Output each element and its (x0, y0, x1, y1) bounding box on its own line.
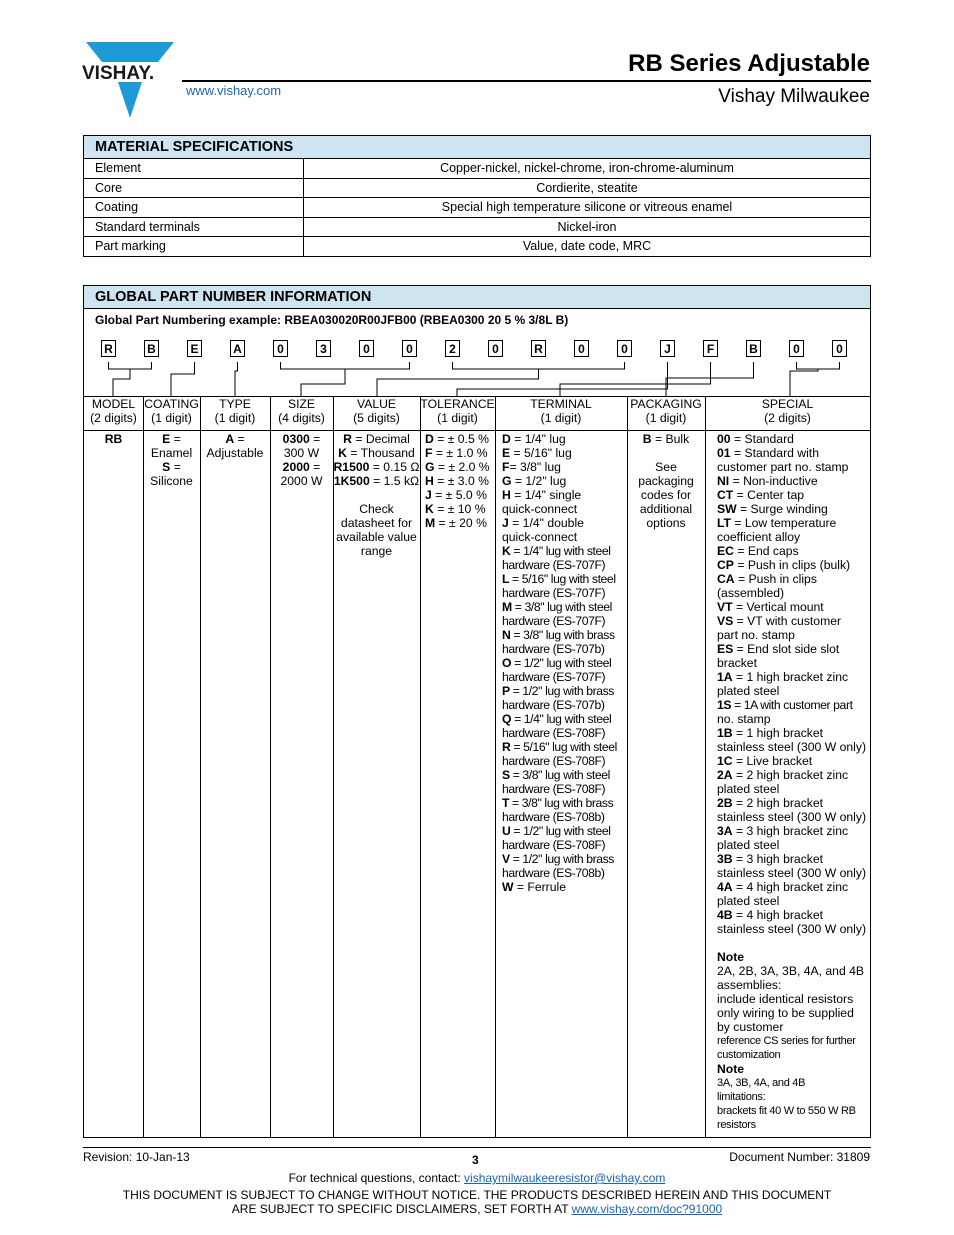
option-line: assemblies: (717, 978, 782, 992)
option-line: 01 = Standard with (717, 446, 819, 460)
option-line: N = 3/8" lug with brass (502, 628, 615, 642)
part-number-example: Global Part Numbering example: RBEA030020R00JFB00 (RBEA0300 20 5 % 3/8L B) (95, 313, 569, 327)
column-value-options (333, 432, 420, 558)
option-line: Q = 1/4" lug with steel (502, 712, 612, 726)
column-header: PACKAGING (1 digit) (630, 397, 702, 425)
column-header: TERMINAL (1 digit) (530, 397, 592, 425)
column-divider (495, 396, 496, 1138)
part-number-box: R (531, 340, 546, 357)
option-line: stainless steel (300 W only) (717, 810, 867, 824)
revision-date: Revision: 10-Jan-13 (83, 1150, 190, 1164)
disclaimer-link[interactable]: www.vishay.com/doc?91000 (571, 1202, 723, 1216)
option-line: G = ± 2.0 % (425, 460, 490, 474)
option-line: A = (225, 432, 245, 446)
option-line: hardware (ES-708F) (502, 726, 606, 740)
option-line: 2A = 2 high bracket zinc (717, 768, 849, 782)
option-line: Note (717, 950, 745, 964)
option-line: 0300 = (282, 432, 321, 446)
digit-group-bracket (560, 362, 711, 396)
option-line: M = ± 20 % (425, 516, 487, 530)
option-line: LT = Low temperature (717, 516, 837, 530)
part-number-box: 0 (488, 340, 503, 357)
option-line: ES = End slot side slot (717, 642, 840, 656)
option-line: options (646, 516, 686, 530)
table-row: Standard terminals Nickel-iron (84, 217, 871, 237)
option-line: hardware (ES-707F) (502, 586, 606, 600)
column-header: TOLERANCE (1 digit) (420, 397, 495, 425)
option-line: T = 3/8" lug with brass (502, 796, 614, 810)
part-number-box: F (703, 340, 718, 357)
option-line: Silicone (150, 474, 193, 488)
option-line: J = 1/4" double (502, 516, 584, 530)
option-line: 1K500 = 1.5 kΩ (333, 474, 420, 488)
option-line: R = Decimal (343, 432, 410, 446)
part-number-box: 0 (574, 340, 589, 357)
option-line: Note (717, 1062, 745, 1076)
option-line: reference CS series for further (717, 1035, 856, 1047)
table-row: Core Cordierite, steatite (84, 178, 871, 198)
page-subtitle: Vishay Milwaukee (718, 86, 870, 107)
option-line: H = ± 3.0 % (425, 474, 489, 488)
part-number-box: R (101, 340, 116, 357)
part-number-box: 0 (617, 340, 632, 357)
part-number-box: 0 (359, 340, 374, 357)
option-line: no. stamp (717, 712, 771, 726)
option-line: Adjustable (206, 446, 264, 460)
option-line: coefficient alloy (717, 530, 801, 544)
option-line: stainless steel (300 W only) (717, 740, 867, 754)
option-line: D = 1/4" lug (502, 432, 566, 446)
disclaimer: THIS DOCUMENT IS SUBJECT TO CHANGE WITHOUT NOTICE. THE PRODUCTS DESCRIBED HEREIN AND THIS DOCUMENT ARE SUBJECT TO SPECIFIC DISCLAIMERS, SET FORTH AT www.vishay.com/doc?91000 (122, 1188, 832, 1216)
option-line: G = 1/2" lug (502, 474, 567, 488)
option-line: F = ± 1.0 % (425, 446, 488, 460)
column-divider (705, 396, 706, 1138)
option-line: plated steel (717, 894, 780, 908)
digit-group-bracket (666, 362, 754, 396)
part-number-box: E (187, 340, 202, 357)
column-divider (270, 396, 271, 1138)
option-line: 4A = 4 high bracket zinc (717, 880, 849, 894)
option-line: by customer (717, 1020, 784, 1034)
option-line: hardware (ES-707F) (502, 558, 606, 572)
column-tolerance-options (425, 432, 495, 530)
option-line: stainless steel (300 W only) (717, 866, 867, 880)
option-line: VT = Vertical mount (717, 600, 824, 614)
column-terminal-options (502, 432, 627, 894)
option-line: brackets fit 40 W to 550 W RB (717, 1105, 856, 1117)
option-line: S = (162, 460, 181, 474)
column-type-options (200, 432, 270, 460)
option-line: W = Ferrule (502, 880, 567, 894)
option-line: 2B = 2 high bracket (717, 796, 824, 810)
column-packaging-options (627, 432, 705, 530)
option-line: limitations: (717, 1091, 766, 1103)
option-line: Check (359, 502, 394, 516)
footer-rule (83, 1147, 871, 1148)
option-line: 2A, 2B, 3A, 3B, 4A, and 4B (717, 964, 865, 978)
part-number-box: 2 (445, 340, 460, 357)
option-line: 3A, 3B, 4A, and 4B (717, 1077, 806, 1089)
column-coating-options (143, 432, 200, 488)
option-line (717, 936, 870, 950)
column-header: COATING (1 digit) (144, 397, 199, 425)
option-line: U = 1/2" lug with steel (502, 824, 611, 838)
option-line: 1B = 1 high bracket (717, 726, 824, 740)
option-line: bracket (717, 656, 757, 670)
table-row: Coating Special high temperature silicone or vitreous enamel (84, 198, 871, 218)
option-line: datasheet for (340, 516, 413, 530)
option-line: E = (162, 432, 181, 446)
option-line: part no. stamp (717, 628, 795, 642)
option-line: CA = Push in clips (717, 572, 817, 586)
option-line: M = 3/8" lug with steel (502, 600, 612, 614)
part-number-box: 0 (402, 340, 417, 357)
option-line: 1S = 1A with customer part (717, 698, 853, 712)
column-divider (420, 396, 421, 1138)
option-line: K = ± 10 % (425, 502, 486, 516)
contact-line: For technical questions, contact: vishaymilwaukeeresistor@vishay.com (288, 1171, 666, 1185)
digit-group-bracket (790, 362, 840, 396)
option-line: CT = Center tap (717, 488, 805, 502)
option-line: hardware (ES-707F) (502, 614, 606, 628)
part-number-box: B (144, 340, 159, 357)
option-line: E = 5/16" lug (502, 446, 572, 460)
option-line: include identical resistors (717, 992, 854, 1006)
option-line: plated steel (717, 684, 780, 698)
option-line: 00 = Standard (717, 432, 794, 446)
material-specifications-heading: MATERIAL SPECIFICATIONS (84, 136, 871, 159)
option-line: K = 1/4" lug with steel (502, 544, 611, 558)
option-line: 1A = 1 high bracket zinc (717, 670, 849, 684)
option-line: (assembled) (717, 586, 785, 600)
option-line: 3A = 3 high bracket zinc (717, 824, 849, 838)
option-line: quick-connect (502, 530, 578, 544)
part-number-box: B (746, 340, 761, 357)
option-line: R = 5/16" lug with steel (502, 740, 617, 754)
part-number-box: 3 (316, 340, 331, 357)
option-line: Enamel (150, 446, 193, 460)
option-line: codes for (640, 488, 692, 502)
column-divider (200, 396, 201, 1138)
option-line: O = 1/2" lug with steel (502, 656, 612, 670)
column-header: TYPE (1 digit) (214, 397, 256, 425)
option-line: B = Bulk (642, 432, 690, 446)
column-header: SPECIAL (2 digits) (761, 397, 814, 425)
option-line: J = ± 5.0 % (425, 488, 487, 502)
digit-group-bracket (171, 362, 195, 396)
option-line: plated steel (717, 838, 780, 852)
option-line: 300 W (283, 446, 320, 460)
global-part-number-heading: GLOBAL PART NUMBER INFORMATION (84, 286, 870, 309)
digit-group-bracket (235, 362, 238, 396)
option-line: EC = End caps (717, 544, 799, 558)
option-line: plated steel (717, 782, 780, 796)
part-number-box: 0 (273, 340, 288, 357)
option-line: customization (717, 1049, 781, 1061)
page-number: 3 (472, 1153, 479, 1167)
column-header-bottom-rule (84, 430, 870, 431)
option-line: hardware (ES-708F) (502, 838, 606, 852)
option-line: packaging (638, 474, 694, 488)
contact-email-link[interactable]: vishaymilwaukeeresistor@vishay.com (464, 1171, 666, 1185)
option-line: R1500 = 0.15 Ω (333, 460, 420, 474)
option-line: S = 3/8" lug with steel (502, 768, 610, 782)
option-line (627, 446, 705, 460)
column-header: MODEL (2 digits) (90, 397, 137, 425)
option-line: hardware (ES-708F) (502, 754, 606, 768)
column-special-options (717, 432, 870, 1132)
option-line: hardware (ES-708b) (502, 810, 605, 824)
option-line: D = ± 0.5 % (425, 432, 489, 446)
option-line (333, 488, 420, 502)
option-line: 4B = 4 high bracket (717, 908, 824, 922)
column-divider (143, 396, 144, 1138)
option-line: RB (104, 432, 123, 446)
digit-group-bracket (109, 362, 152, 396)
option-line: hardware (ES-707b) (502, 698, 605, 712)
digit-group-bracket (377, 362, 625, 396)
table-row: Part marking Value, date code, MRC (84, 237, 871, 257)
option-line: only wiring to be supplied (717, 1006, 854, 1020)
option-line: NI = Non-inductive (717, 474, 818, 488)
digit-grouping-brackets (0, 0, 954, 400)
option-line: 3B = 3 high bracket (717, 852, 824, 866)
option-line: CP = Push in clips (bulk) (717, 558, 851, 572)
option-line: 2000 W (280, 474, 323, 488)
part-number-box: 0 (789, 340, 804, 357)
part-number-box: A (230, 340, 245, 357)
option-line: range (360, 544, 393, 558)
table-row: Element Copper-nickel, nickel-chrome, iron-chrome-aluminum (84, 159, 871, 179)
option-line: L = 5/16" lug with steel (502, 572, 616, 586)
option-line: additional (639, 502, 693, 516)
option-line: hardware (ES-707F) (502, 670, 606, 684)
svg-text:VISHAY.: VISHAY. (82, 63, 155, 84)
option-line: See (655, 460, 677, 474)
column-model-options (84, 432, 143, 446)
option-line: K = Thousand (338, 446, 415, 460)
part-number-box: 0 (832, 340, 847, 357)
column-size-options (270, 432, 333, 488)
option-line: hardware (ES-708b) (502, 866, 605, 880)
website-link[interactable]: www.vishay.com (186, 83, 282, 98)
document-number: Document Number: 31809 (729, 1150, 870, 1164)
option-line: 2000 = (282, 460, 321, 474)
option-line: F= 3/8" lug (502, 460, 561, 474)
option-line: SW = Surge winding (717, 502, 828, 516)
option-line: 1C = Live bracket (717, 754, 813, 768)
column-header: SIZE (4 digits) (278, 397, 325, 425)
option-line: V = 1/2" lug with brass (502, 852, 614, 866)
option-line: H = 1/4" single (502, 488, 582, 502)
option-line: hardware (ES-708F) (502, 782, 606, 796)
option-line: customer part no. stamp (717, 460, 849, 474)
option-line: P = 1/2" lug with brass (502, 684, 614, 698)
option-line: hardware (ES-707b) (502, 642, 605, 656)
option-line: stainless steel (300 W only) (717, 922, 867, 936)
option-line: resistors (717, 1119, 756, 1131)
option-line: available value (336, 530, 417, 544)
option-line: VS = VT with customer (717, 614, 842, 628)
option-line: quick-connect (502, 502, 578, 516)
page-title: RB Series Adjustable (628, 50, 870, 77)
column-header: VALUE (5 digits) (353, 397, 400, 425)
part-number-box: J (660, 340, 675, 357)
